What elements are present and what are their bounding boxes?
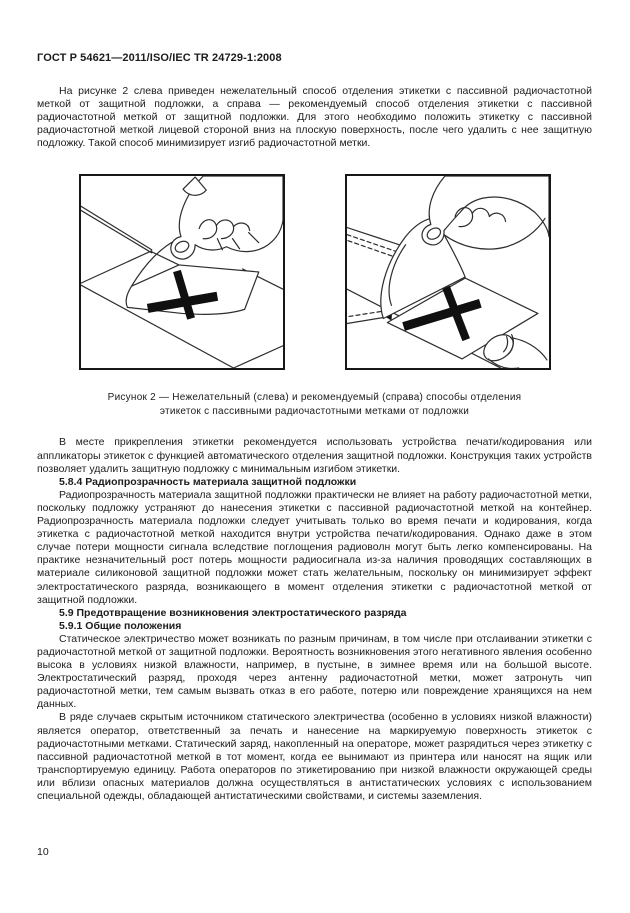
intro-paragraph: На рисунке 2 слева приведен нежелательный способ отделения этикетки с пассивной радиочастотной меткой от защитной подложки, а справа — рекомендуемый способ отделения этикетки с пассивной радиочастотной меткой от защитной подложки. Для этого необходимо положить этикетку с пассивной радиочастотной меткой лицевой стороной вниз на плоскую поверхность, после чего удалить с нее защитную подложку. Такой способ минимизирует изгиб радиочастотной метки. [37, 85, 592, 150]
figure2-caption [37, 391, 592, 418]
recommended-peel-illustration [347, 176, 549, 368]
paragraph-applicators: В месте прикрепления этикетки рекомендуется использовать устройства печати/кодирования или аппликаторы этикеток с функцией автоматического отделения защитной подложки. Конструкция таких устройств позволяет удалить защитную подложку с минимальным изгибом этикетки. [37, 436, 592, 475]
figure2-caption-line1: Рисунок 2 — Нежелательный (слева) и рекомендуемый (справа) способы отделения [107, 392, 522, 404]
hand-peeling-icon [170, 176, 282, 259]
figure2-images [37, 174, 592, 370]
page-number: 10 [37, 846, 49, 858]
figure2-left-image [79, 174, 285, 370]
body-text [37, 436, 592, 803]
heading-5-8-4: 5.8.4 Радиопрозрачность материала защитной подложки [59, 475, 357, 488]
heading-5-9-1: 5.9.1 Общие положения [59, 619, 182, 632]
document-header: ГОСТ Р 54621—2011/ISO/IEC TR 24729-1:2008 [37, 52, 282, 64]
hand-peeling-icon [421, 176, 548, 249]
undesirable-peel-illustration [81, 176, 283, 368]
heading-5-9: 5.9 Предотвращение возникновения электростатического разряда [59, 606, 407, 619]
paragraph-static-electricity: Статическое электричество может возникать по разным причинам, в том числе при отслаивании этикетки с радиочастотной меткой от защитной подложки. Вероятность возникновения этого негативного явления особенно высока в условиях низкой влажности, например, в пустыне, в зимнее время или на большой высоте. Электростатический разряд, проходя через антенну радиочастотной метки, может затронуть чип радиочастотной метки, тем самым вызвать отказ в его работе, потерю или повреждение хранящихся на нем данных. [37, 632, 592, 711]
paragraph-radio-transparency: Радиопрозрачность материала защитной подложки практически не влияет на работу радиочастотной метки, поскольку подложку устраняют до нанесения этикетки с пассивной радиочастотной меткой на контейнер. Радиопрозрачность материала подложки следует учитывать только во время печати и кодирования, когда этикетка с радиочастотной меткой находится внутри устройства печати/кодирования. Однако даже в этом случае потери мощности сигнала вследствие поглощения радиоволн могут быть легко компенсированы. На практике незначительный рост потерь мощности радиосигнала из-за наличия проводящих составляющих в материале силиконовой защитной подложки может стать желательным, поскольку он минимизирует эффект электростатического разряда, возникающего в момент отделения этикетки с радиочастотной меткой от защитной подложки. [37, 488, 592, 606]
figure2-caption-line2: этикеток с пассивными радиочастотными метками от подложки [159, 405, 470, 417]
figure2-right-image [345, 174, 551, 370]
paragraph-operator-discharge: В ряде случаев скрытым источником статического электричества (особенно в условиях низкой влажности) является оператор, ответственный за печать и нанесение на маркируемую поверхность этикеток с радиочастотными метками. Статический заряд, накопленный на операторе, может разрядиться через этикетку с пассивной радиочастотной меткой в тот момент, когда ее вынимают из принтера или наносят на ящик или транспортируемую единицу. Работа операторов по этикетированию при низкой влажности окружающей среды или вблизи опасных материалов должна осуществляться в антистатических условиях с использованием специальной одежды, обладающей антистатическими свойствами, и системы заземления. [37, 711, 592, 802]
